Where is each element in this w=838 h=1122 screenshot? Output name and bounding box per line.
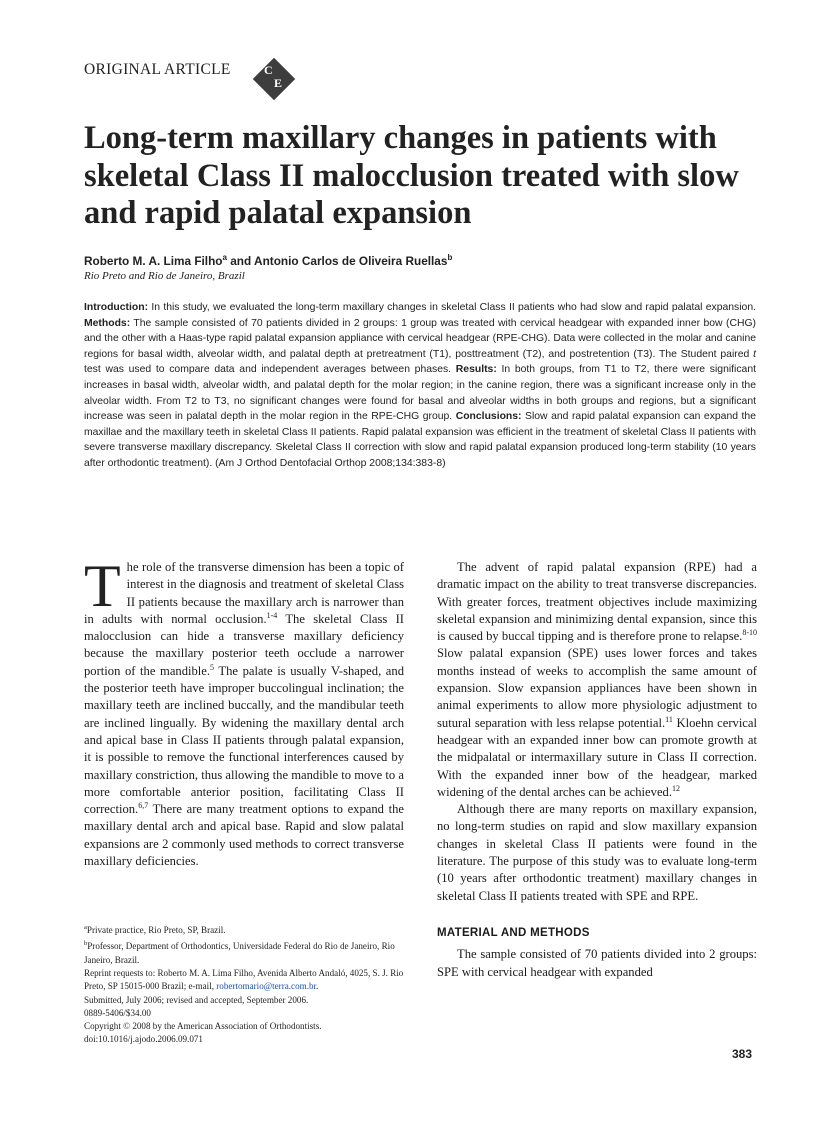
body-text: The advent of rapid palatal expansion (RPE) had a dramatic impact on the ability to treat transverse discrepancies. With greater forces, treatment objectives include maximizing skeletal expansion and minimizing dental expansion, since this is caused by buccal tipping and is therefore prone to relapse. bbox=[437, 560, 757, 644]
author-2-affil-mark: b bbox=[447, 253, 453, 262]
body-text: Slow palatal expansion (SPE) uses lower forces and takes months instead of weeks to accomplish the same amount of expansion. Slow expansion appliances have been shown in animal experiments to allow more physiologic adjustment to sutural separation with less relapse potential. bbox=[437, 646, 757, 730]
email-link[interactable]: robertomario@terra.com.br bbox=[216, 981, 317, 992]
continuing-education-badge bbox=[252, 57, 296, 101]
footnotes bbox=[84, 921, 406, 1047]
abstract-methods-label: Methods: bbox=[84, 317, 131, 329]
footnote-b bbox=[84, 937, 406, 967]
footnote-text: Private practice, Rio Preto, SP, Brazil. bbox=[86, 925, 226, 936]
body-column-right bbox=[437, 559, 757, 981]
footnote-text: Reprint requests to: Roberto M. A. Lima Filho, Avenida Alberto Andaló, 4025, S. J. Rio Preto, SP 15015-000 Brazil; e-mail, bbox=[84, 967, 404, 992]
author-1-affil-mark: a bbox=[222, 253, 227, 262]
body-text: There are many treatment options to expand the maxillary dental arch and apical base. Rapid and slow palatal expansions are 2 commonly used methods to correct transverse maxillary deficiencies. bbox=[84, 802, 404, 869]
footnote-a bbox=[84, 921, 406, 937]
footnote-text: Professor, Department of Orthodontics, Universidade Federal do Rio de Janeiro, Rio Janeiro, Brazil. bbox=[84, 941, 395, 965]
abstract-results-text: In both groups, from T1 to T2, there were significant increases in basal width, alveolar width, and palatal depth for the molar region; in the canine region, there was a significant increase only in the alveolar width. From T2 to T3, no significant changes were found for basal and alveolar widths in both groups and regions, but a significant increase was seen in palatal depth in the molar region in the RPE-CHG group. bbox=[84, 364, 756, 423]
body-text: The skeletal Class II malocclusion can hide a transverse maxillary deficiency because the maxillary posterior teeth occlude a narrower portion of the mandible. bbox=[84, 611, 404, 678]
page-number: 383 bbox=[732, 1047, 753, 1061]
citation: 11 bbox=[665, 714, 673, 724]
citation: 1-4 bbox=[266, 610, 278, 620]
affiliation: Rio Preto and Rio de Janeiro, Brazil bbox=[84, 270, 245, 282]
article-title: Long-term maxillary changes in patients with skeletal Class II malocclusion treated with slow and rapid palatal expansion bbox=[84, 120, 739, 231]
abstract-methods-text-2: test was used to compare data and independent averages between phases. bbox=[84, 364, 456, 376]
abstract-methods-text: The sample consisted of 70 patients divided in 2 groups: 1 group was treated with cervical headgear with expanded inner bow (CHG) and the other with a Haas-type rapid palatal expansion appliance with cervical headgear (RPE-CHG). Data were collected in the molar and canine regions for basal width, alveolar width, and palatal depth at pretreatment (T1), posttreatment (T2), and postretention (T3). The Student paired bbox=[84, 317, 756, 360]
ce-letter-e: E bbox=[274, 76, 283, 90]
abstract-t-italic: t bbox=[753, 348, 756, 360]
copyright: Copyright © 2008 by the American Association of Orthodontists. bbox=[84, 1021, 322, 1032]
citation: 5 bbox=[210, 662, 215, 672]
citation: 8-10 bbox=[742, 628, 757, 637]
author-1: Roberto M. A. Lima Filho bbox=[84, 253, 223, 268]
submission-dates: Submitted, July 2006; revised and accepted, September 2006. bbox=[84, 994, 309, 1005]
section-label: ORIGINAL ARTICLE bbox=[84, 61, 231, 78]
body-column-left bbox=[84, 553, 404, 870]
body-text: Kloehn cervical headgear with an expanded inner bow can promote growth at the midpalatal or intermaxillary suture in Class II correction. With the expanded inner bow of the headgear, marked widening of the dental arches can be achieved. bbox=[437, 715, 757, 799]
abstract-results-label: Results: bbox=[455, 364, 497, 376]
abstract-conclusions-text: Slow and rapid palatal expansion can expand the maxillae and the maxillary teeth in skeletal Class II patients. Rapid palatal expansion was efficient in the treatment of skeletal Class II patients with severe transverse maxillary discrepancy. Skeletal Class II correction with slow and rapid palatal expansion produced long-term stability (10 years after orthodontic treatment). (Am J Orthod Dentofacial Orthop 2008;134:383-8) bbox=[84, 411, 756, 469]
issn: 0889-5406/$34.00 bbox=[84, 1007, 151, 1018]
citation: 6,7 bbox=[138, 800, 149, 810]
abstract bbox=[84, 300, 756, 472]
rpe-paragraph bbox=[437, 559, 757, 801]
citation: 12 bbox=[671, 783, 680, 793]
abstract-intro-label: Introduction: bbox=[84, 302, 149, 313]
methods-paragraph: The sample consisted of 70 patients divided into 2 groups: SPE with cervical headgear with expanded bbox=[437, 947, 757, 979]
body-text: The palate is usually V-shaped, and the posterior teeth have improper buccolingual inclination; the maxillary teeth are inclined buccally, and the mandibular teeth are inclined lingually. By widening the maxillary dental arch and apical base in Class II patients through palatal expansion, it is possible to remove the functional interferences caused by maxillary constriction, thus allowing the mandible to move to a more comfortable anterior position, facilitating Class II correction. bbox=[84, 663, 404, 817]
author-line bbox=[84, 253, 452, 268]
author-2: Antonio Carlos de Oliveira Ruellas bbox=[254, 253, 448, 268]
doi: doi:10.1016/j.ajodo.2006.09.071 bbox=[84, 1034, 203, 1045]
footnote-mark: b bbox=[84, 940, 88, 948]
body-text: he role of the transverse dimension has been a topic of interest in the diagnosis and treatment of skeletal Class II patients because the maxillary arch is narrower than in adults with normal occlusion. bbox=[84, 560, 404, 626]
footnote-mark: a bbox=[84, 924, 87, 931]
reprint-requests bbox=[84, 967, 406, 994]
intro-paragraph bbox=[84, 553, 404, 870]
ce-letter-c: C bbox=[264, 63, 273, 77]
section-heading-methods: MATERIAL AND METHODS bbox=[437, 926, 590, 939]
footnote-text: . bbox=[316, 981, 319, 992]
abstract-intro-text: In this study, we evaluated the long-term maxillary changes in skeletal Class II patients who had slow and rapid palatal expansion. bbox=[148, 302, 756, 313]
abstract-conclusions-label: Conclusions: bbox=[455, 411, 522, 423]
author-conjunction: and bbox=[226, 253, 255, 268]
purpose-paragraph: Although there are many reports on maxillary expansion, no long-term studies on rapid and slow maxillary expansion changes in skeletal Class II patients were found in the literature. The purpose of this study was to evaluate long-term (10 years after orthodontic treatment) maxillary changes in skeletal Class II patients treated with SPE and RPE. bbox=[437, 802, 757, 903]
drop-cap: T bbox=[84, 553, 121, 619]
